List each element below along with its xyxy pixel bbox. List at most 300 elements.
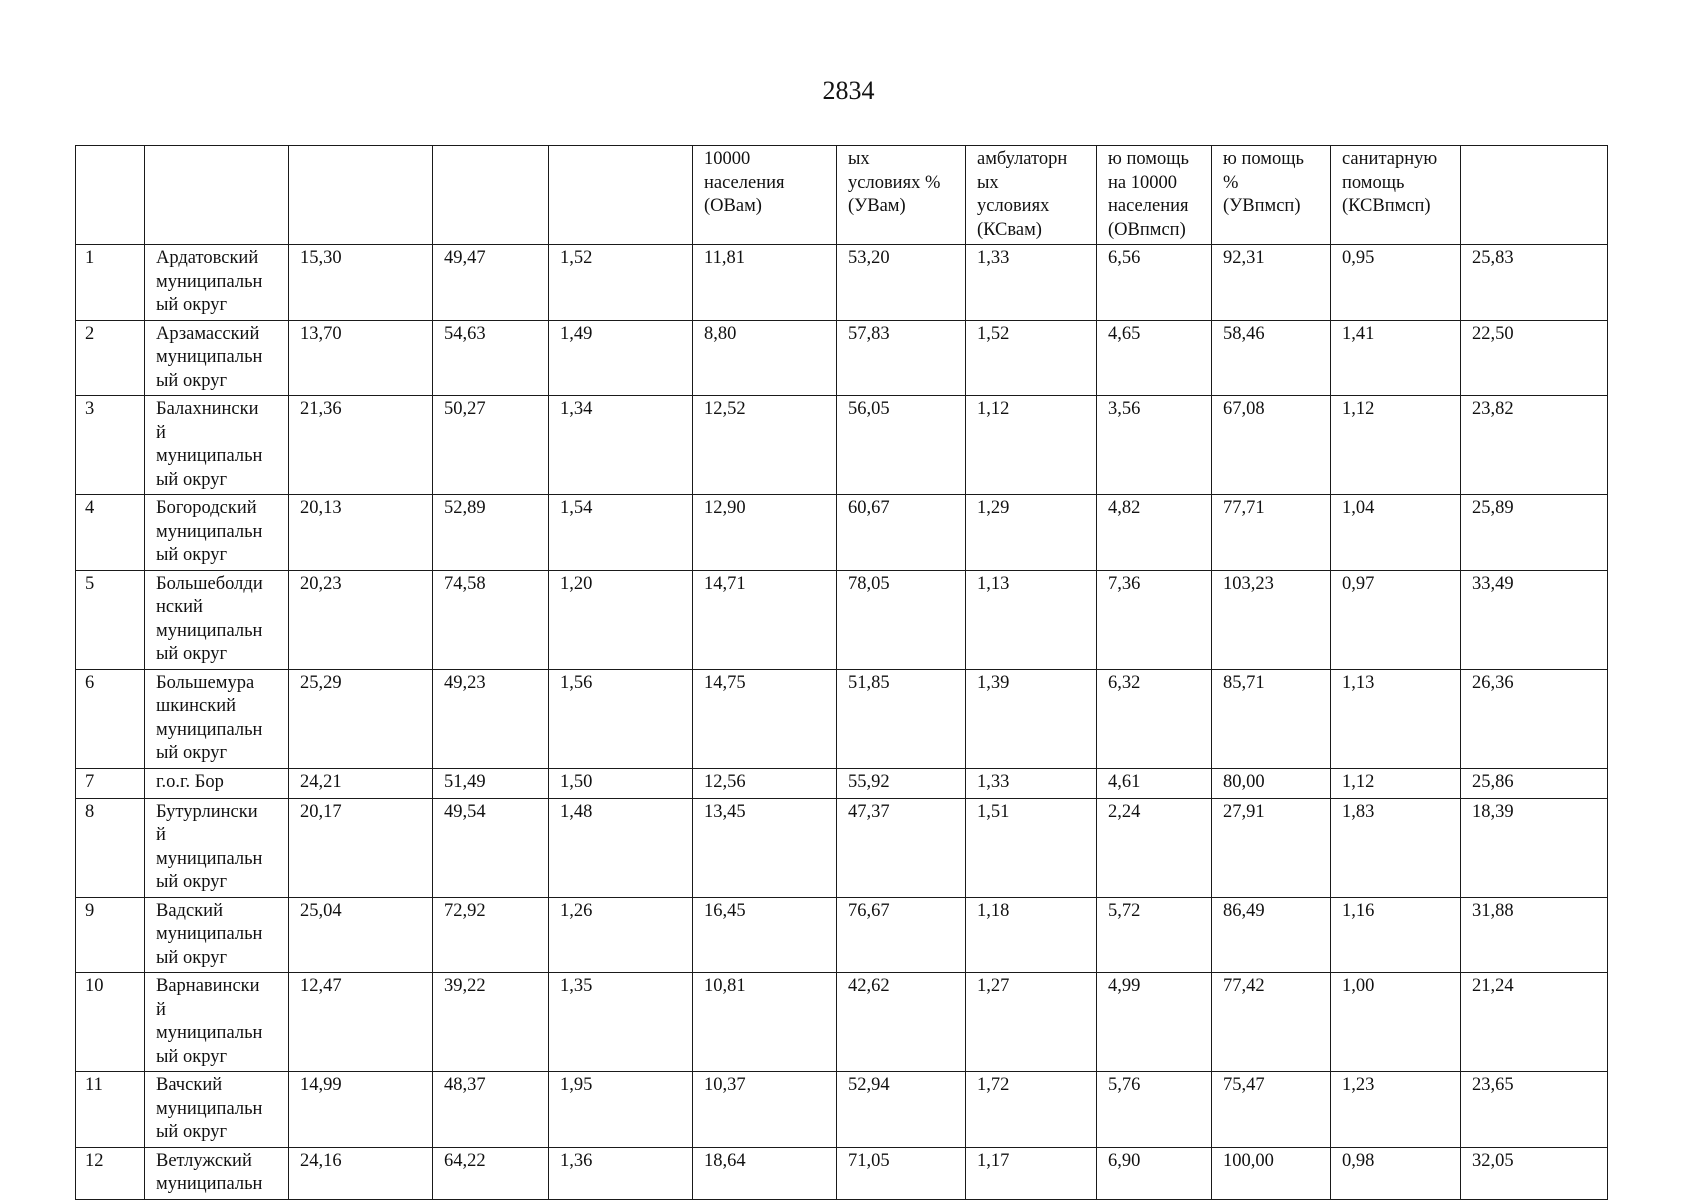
cell-text: 4	[85, 498, 95, 518]
cell-text: 11	[85, 1075, 103, 1095]
cell-text: 20,17	[300, 801, 342, 822]
value-cell-col-12	[1461, 320, 1608, 396]
cell-text: 1,23	[1342, 1075, 1375, 1095]
value-cell-col-9	[1097, 245, 1212, 321]
cell-text: 0,95	[1342, 248, 1375, 268]
cell-text: Балахнински й муниципальн ый округ	[156, 399, 263, 490]
cell-text: 78,05	[848, 573, 890, 594]
value-cell-col-5	[549, 973, 693, 1072]
value-cell-col-3	[289, 1072, 433, 1148]
value-cell-col-12	[1461, 570, 1608, 669]
value-cell-col-6	[693, 973, 837, 1072]
value-cell-col-8	[966, 495, 1097, 571]
cell-text: 1	[85, 248, 95, 268]
row-number-cell	[76, 973, 145, 1072]
cell-text: 1,49	[560, 323, 593, 344]
district-name-cell	[145, 669, 289, 768]
cell-text: 13,70	[300, 323, 342, 344]
cell-text: 27,91	[1223, 801, 1265, 822]
value-cell-col-7	[837, 897, 966, 973]
cell-text: 24,21	[300, 771, 342, 792]
table-row	[76, 768, 1608, 798]
value-cell-col-12	[1461, 1072, 1608, 1148]
cell-text: 47,37	[848, 801, 890, 822]
cell-text: 1,20	[560, 573, 593, 594]
value-cell-col-4	[433, 973, 549, 1072]
cell-text: 77,71	[1223, 498, 1265, 518]
value-cell-col-9	[1097, 495, 1212, 571]
row-number-cell	[76, 798, 145, 897]
cell-text: 1,12	[977, 399, 1010, 419]
header-cell-8	[966, 146, 1097, 245]
row-number-cell	[76, 245, 145, 321]
value-cell-col-12	[1461, 396, 1608, 495]
cell-text: 5	[85, 573, 95, 594]
cell-text: 13,45	[704, 801, 746, 822]
cell-text: Бутурлински й муниципальн ый округ	[156, 801, 263, 892]
cell-text: Арзамасский муниципальн ый округ	[156, 323, 263, 391]
value-cell-col-4	[433, 798, 549, 897]
value-cell-col-8	[966, 897, 1097, 973]
cell-text: 8,80	[704, 323, 737, 344]
value-cell-col-7	[837, 396, 966, 495]
cell-text: 9	[85, 900, 95, 921]
cell-text: Вадский муниципальн ый округ	[156, 900, 263, 968]
cell-text: 1,39	[977, 672, 1010, 693]
value-cell-col-3	[289, 897, 433, 973]
cell-text: г.о.г. Бор	[156, 771, 224, 792]
cell-text: 1,35	[560, 976, 593, 996]
cell-text: 2,24	[1108, 801, 1141, 822]
cell-text: 1,34	[560, 399, 593, 419]
header-cell-10	[1212, 146, 1331, 245]
cell-text: 67,08	[1223, 399, 1265, 419]
value-cell-col-10	[1212, 245, 1331, 321]
value-cell-col-11	[1331, 1147, 1461, 1199]
value-cell-col-5	[549, 1072, 693, 1148]
cell-text: 49,54	[444, 801, 486, 822]
value-cell-col-12	[1461, 245, 1608, 321]
cell-text: 1,18	[977, 900, 1010, 921]
cell-text: 71,05	[848, 1150, 890, 1171]
cell-text: 23,65	[1472, 1075, 1514, 1095]
value-cell-col-9	[1097, 768, 1212, 798]
value-cell-col-7	[837, 245, 966, 321]
cell-text: Ветлужский муниципальн	[156, 1150, 263, 1194]
value-cell-col-7	[837, 320, 966, 396]
value-cell-col-10	[1212, 495, 1331, 571]
value-cell-col-8	[966, 1072, 1097, 1148]
value-cell-col-4	[433, 396, 549, 495]
cell-text: 2	[85, 323, 95, 344]
value-cell-col-11	[1331, 768, 1461, 798]
cell-text: 4,61	[1108, 771, 1141, 792]
cell-text: 1,52	[977, 323, 1010, 344]
value-cell-col-10	[1212, 570, 1331, 669]
value-cell-col-8	[966, 669, 1097, 768]
table-header-row	[76, 146, 1608, 245]
cell-text: 1,36	[560, 1150, 593, 1171]
cell-text: 1,33	[977, 771, 1010, 792]
table-row	[76, 570, 1608, 669]
cell-text: 86,49	[1223, 900, 1265, 921]
district-name-cell	[145, 768, 289, 798]
cell-text: 12,90	[704, 498, 746, 518]
cell-text: Ардатовский муниципальн ый округ	[156, 248, 263, 315]
value-cell-col-11	[1331, 495, 1461, 571]
cell-text: 1,41	[1342, 323, 1375, 344]
cell-text: 26,36	[1472, 672, 1514, 693]
row-number-cell	[76, 570, 145, 669]
cell-text: 1,17	[977, 1150, 1010, 1171]
table-row	[76, 495, 1608, 571]
cell-text: 1,95	[560, 1075, 593, 1095]
cell-text: 25,89	[1472, 498, 1514, 518]
cell-text: 1,12	[1342, 771, 1375, 792]
cell-text: 50,27	[444, 399, 486, 419]
cell-text: 21,24	[1472, 976, 1514, 996]
value-cell-col-3	[289, 798, 433, 897]
value-cell-col-6	[693, 1147, 837, 1199]
cell-text: 5,76	[1108, 1075, 1141, 1095]
value-cell-col-9	[1097, 570, 1212, 669]
cell-text: 7	[85, 771, 95, 792]
value-cell-col-5	[549, 495, 693, 571]
cell-text: 1,48	[560, 801, 593, 822]
cell-text: 1,27	[977, 976, 1010, 996]
cell-text: 10,37	[704, 1075, 746, 1095]
header-cell-3	[289, 146, 433, 245]
cell-text: 4,82	[1108, 498, 1141, 518]
cell-text: 39,22	[444, 976, 486, 996]
district-name-cell	[145, 570, 289, 669]
cell-text: 52,89	[444, 498, 486, 518]
value-cell-col-11	[1331, 669, 1461, 768]
value-cell-col-10	[1212, 669, 1331, 768]
cell-text: 1,50	[560, 771, 593, 792]
value-cell-col-9	[1097, 669, 1212, 768]
value-cell-col-5	[549, 245, 693, 321]
value-cell-col-6	[693, 245, 837, 321]
value-cell-col-6	[693, 320, 837, 396]
table-row	[76, 396, 1608, 495]
value-cell-col-8	[966, 973, 1097, 1072]
district-name-cell	[145, 798, 289, 897]
cell-text: 1,16	[1342, 900, 1375, 921]
value-cell-col-5	[549, 570, 693, 669]
cell-text: 1,04	[1342, 498, 1375, 518]
value-cell-col-6	[693, 1072, 837, 1148]
cell-text: 1,52	[560, 248, 593, 268]
cell-text: 10,81	[704, 976, 746, 996]
cell-text: 49,23	[444, 672, 486, 693]
cell-text: 76,67	[848, 900, 890, 921]
value-cell-col-8	[966, 768, 1097, 798]
value-cell-col-4	[433, 495, 549, 571]
cell-text: 85,71	[1223, 672, 1265, 693]
value-cell-col-9	[1097, 973, 1212, 1072]
value-cell-col-3	[289, 245, 433, 321]
cell-text: 21,36	[300, 399, 342, 419]
cell-text: 57,83	[848, 323, 890, 344]
value-cell-col-12	[1461, 973, 1608, 1072]
value-cell-col-9	[1097, 1147, 1212, 1199]
header-cell-5	[549, 146, 693, 245]
cell-text: 58,46	[1223, 323, 1265, 344]
value-cell-col-12	[1461, 669, 1608, 768]
cell-text: 11,81	[704, 248, 745, 268]
value-cell-col-7	[837, 798, 966, 897]
cell-text: Богородский муниципальн ый округ	[156, 498, 263, 565]
header-cell-12	[1461, 146, 1608, 245]
cell-text: 75,47	[1223, 1075, 1265, 1095]
table-row	[76, 1072, 1608, 1148]
value-cell-col-8	[966, 245, 1097, 321]
cell-text: 51,49	[444, 771, 486, 792]
cell-text: 12	[85, 1150, 104, 1171]
value-cell-col-10	[1212, 897, 1331, 973]
header-cell-6	[693, 146, 837, 245]
value-cell-col-8	[966, 396, 1097, 495]
value-cell-col-7	[837, 973, 966, 1072]
value-cell-col-10	[1212, 1147, 1331, 1199]
value-cell-col-3	[289, 669, 433, 768]
cell-text: 7,36	[1108, 573, 1141, 594]
cell-text: 77,42	[1223, 976, 1265, 996]
value-cell-col-10	[1212, 973, 1331, 1072]
value-cell-col-3	[289, 396, 433, 495]
value-cell-col-3	[289, 320, 433, 396]
value-cell-col-7	[837, 570, 966, 669]
cell-text: 14,75	[704, 672, 746, 693]
table-row	[76, 973, 1608, 1072]
table-row	[76, 320, 1608, 396]
value-cell-col-8	[966, 320, 1097, 396]
cell-text: 25,29	[300, 672, 342, 693]
value-cell-col-8	[966, 1147, 1097, 1199]
value-cell-col-11	[1331, 798, 1461, 897]
value-cell-col-11	[1331, 245, 1461, 321]
value-cell-col-9	[1097, 396, 1212, 495]
cell-text: 1,54	[560, 498, 593, 518]
cell-text: 6,90	[1108, 1150, 1141, 1171]
value-cell-col-4	[433, 320, 549, 396]
row-number-cell	[76, 768, 145, 798]
value-cell-col-10	[1212, 396, 1331, 495]
cell-text: 33,49	[1472, 573, 1514, 594]
value-cell-col-3	[289, 1147, 433, 1199]
header-cell-11	[1331, 146, 1461, 245]
row-number-cell	[76, 320, 145, 396]
cell-text: 10	[85, 976, 104, 996]
cell-text: 1,13	[1342, 672, 1375, 693]
cell-text: 6	[85, 672, 95, 693]
cell-text: 16,45	[704, 900, 746, 921]
value-cell-col-11	[1331, 897, 1461, 973]
value-cell-col-12	[1461, 798, 1608, 897]
cell-text: 25,86	[1472, 771, 1514, 792]
value-cell-col-12	[1461, 495, 1608, 571]
cell-text: 1,83	[1342, 801, 1375, 822]
table-row	[76, 798, 1608, 897]
cell-text: 22,50	[1472, 323, 1514, 344]
value-cell-col-10	[1212, 1072, 1331, 1148]
cell-text: 48,37	[444, 1075, 486, 1095]
value-cell-col-9	[1097, 320, 1212, 396]
value-cell-col-7	[837, 669, 966, 768]
cell-text: 1,29	[977, 498, 1010, 518]
value-cell-col-4	[433, 570, 549, 669]
value-cell-col-11	[1331, 1072, 1461, 1148]
value-cell-col-5	[549, 669, 693, 768]
header-cell-4	[433, 146, 549, 245]
cell-text: 1,26	[560, 900, 593, 921]
cell-text: 92,31	[1223, 248, 1265, 268]
value-cell-col-4	[433, 245, 549, 321]
value-cell-col-11	[1331, 570, 1461, 669]
cell-text: 56,05	[848, 399, 890, 419]
value-cell-col-3	[289, 570, 433, 669]
cell-text: 1,13	[977, 573, 1010, 594]
district-name-cell	[145, 495, 289, 571]
value-cell-col-6	[693, 495, 837, 571]
cell-text: Большемура шкинский муниципальн ый округ	[156, 672, 263, 763]
header-cell-7	[837, 146, 966, 245]
value-cell-col-11	[1331, 396, 1461, 495]
value-cell-col-6	[693, 396, 837, 495]
header-cell-text: амбулаторн ых условиях (КСвам)	[977, 149, 1068, 240]
district-name-cell	[145, 396, 289, 495]
cell-text: 6,32	[1108, 672, 1141, 693]
table-row	[76, 669, 1608, 768]
cell-text: 8	[85, 801, 95, 822]
value-cell-col-7	[837, 768, 966, 798]
value-cell-col-10	[1212, 798, 1331, 897]
value-cell-col-11	[1331, 973, 1461, 1072]
row-number-cell	[76, 897, 145, 973]
cell-text: 80,00	[1223, 771, 1265, 792]
value-cell-col-9	[1097, 897, 1212, 973]
value-cell-col-9	[1097, 1072, 1212, 1148]
cell-text: 51,85	[848, 672, 890, 693]
cell-text: 4,99	[1108, 976, 1141, 996]
table-row	[76, 245, 1608, 321]
cell-text: 4,65	[1108, 323, 1141, 344]
cell-text: 52,94	[848, 1075, 890, 1095]
value-cell-col-3	[289, 495, 433, 571]
value-cell-col-4	[433, 1072, 549, 1148]
value-cell-col-11	[1331, 320, 1461, 396]
header-cell-text: ых условиях % (УВам)	[848, 149, 941, 216]
cell-text: 42,62	[848, 976, 890, 996]
value-cell-col-7	[837, 1147, 966, 1199]
cell-text: 15,30	[300, 248, 342, 268]
value-cell-col-5	[549, 320, 693, 396]
value-cell-col-4	[433, 768, 549, 798]
value-cell-col-8	[966, 798, 1097, 897]
cell-text: 3,56	[1108, 399, 1141, 419]
cell-text: 3	[85, 399, 95, 419]
cell-text: 12,47	[300, 976, 342, 996]
cell-text: 24,16	[300, 1150, 342, 1171]
value-cell-col-4	[433, 669, 549, 768]
cell-text: 18,39	[1472, 801, 1514, 822]
cell-text: 0,97	[1342, 573, 1375, 594]
row-number-cell	[76, 1147, 145, 1199]
cell-text: Вачский муниципальн ый округ	[156, 1075, 263, 1142]
cell-text: 23,82	[1472, 399, 1514, 419]
cell-text: 31,88	[1472, 900, 1514, 921]
value-cell-col-8	[966, 570, 1097, 669]
value-cell-col-5	[549, 897, 693, 973]
cell-text: 12,52	[704, 399, 746, 419]
value-cell-col-7	[837, 1072, 966, 1148]
value-cell-col-12	[1461, 897, 1608, 973]
cell-text: 1,12	[1342, 399, 1375, 419]
cell-text: 12,56	[704, 771, 746, 792]
value-cell-col-7	[837, 495, 966, 571]
value-cell-col-6	[693, 768, 837, 798]
value-cell-col-5	[549, 396, 693, 495]
cell-text: 49,47	[444, 248, 486, 268]
table-row	[76, 897, 1608, 973]
district-name-cell	[145, 320, 289, 396]
cell-text: 14,71	[704, 573, 746, 594]
cell-text: 14,99	[300, 1075, 342, 1095]
value-cell-col-6	[693, 570, 837, 669]
cell-text: Большеболди нский муниципальн ый округ	[156, 573, 263, 664]
cell-text: 64,22	[444, 1150, 486, 1171]
cell-text: 103,23	[1223, 573, 1274, 594]
row-number-cell	[76, 495, 145, 571]
cell-text: 20,23	[300, 573, 342, 594]
cell-text: 1,72	[977, 1075, 1010, 1095]
value-cell-col-5	[549, 768, 693, 798]
cell-text: 18,64	[704, 1150, 746, 1171]
row-number-cell	[76, 669, 145, 768]
cell-text: 100,00	[1223, 1150, 1274, 1171]
header-cell-1	[76, 146, 145, 245]
cell-text: 1,51	[977, 801, 1010, 822]
cell-text: 72,92	[444, 900, 486, 921]
cell-text: 74,58	[444, 573, 486, 594]
value-cell-col-6	[693, 669, 837, 768]
cell-text: 6,56	[1108, 248, 1141, 268]
value-cell-col-6	[693, 897, 837, 973]
cell-text: Варнавински й муниципальн ый округ	[156, 976, 263, 1067]
cell-text: 53,20	[848, 248, 890, 268]
district-name-cell	[145, 1147, 289, 1199]
cell-text: 54,63	[444, 323, 486, 344]
cell-text: 60,67	[848, 498, 890, 518]
value-cell-col-9	[1097, 798, 1212, 897]
header-cell-text: 10000 населения (ОВам)	[704, 149, 785, 216]
header-cell-9	[1097, 146, 1212, 245]
header-cell-text: ю помощь на 10000 населения (ОВпмсп)	[1108, 149, 1189, 240]
district-name-cell	[145, 973, 289, 1072]
row-number-cell	[76, 396, 145, 495]
header-cell-text: санитарную помощь (КСВпмсп)	[1342, 149, 1438, 216]
cell-text: 25,83	[1472, 248, 1514, 268]
statistics-table	[75, 145, 1608, 1200]
value-cell-col-4	[433, 897, 549, 973]
header-cell-2	[145, 146, 289, 245]
district-name-cell	[145, 245, 289, 321]
value-cell-col-10	[1212, 768, 1331, 798]
value-cell-col-3	[289, 973, 433, 1072]
page-number: 2834	[822, 76, 875, 105]
header-cell-text: ю помощь % (УВпмсп)	[1223, 149, 1304, 216]
